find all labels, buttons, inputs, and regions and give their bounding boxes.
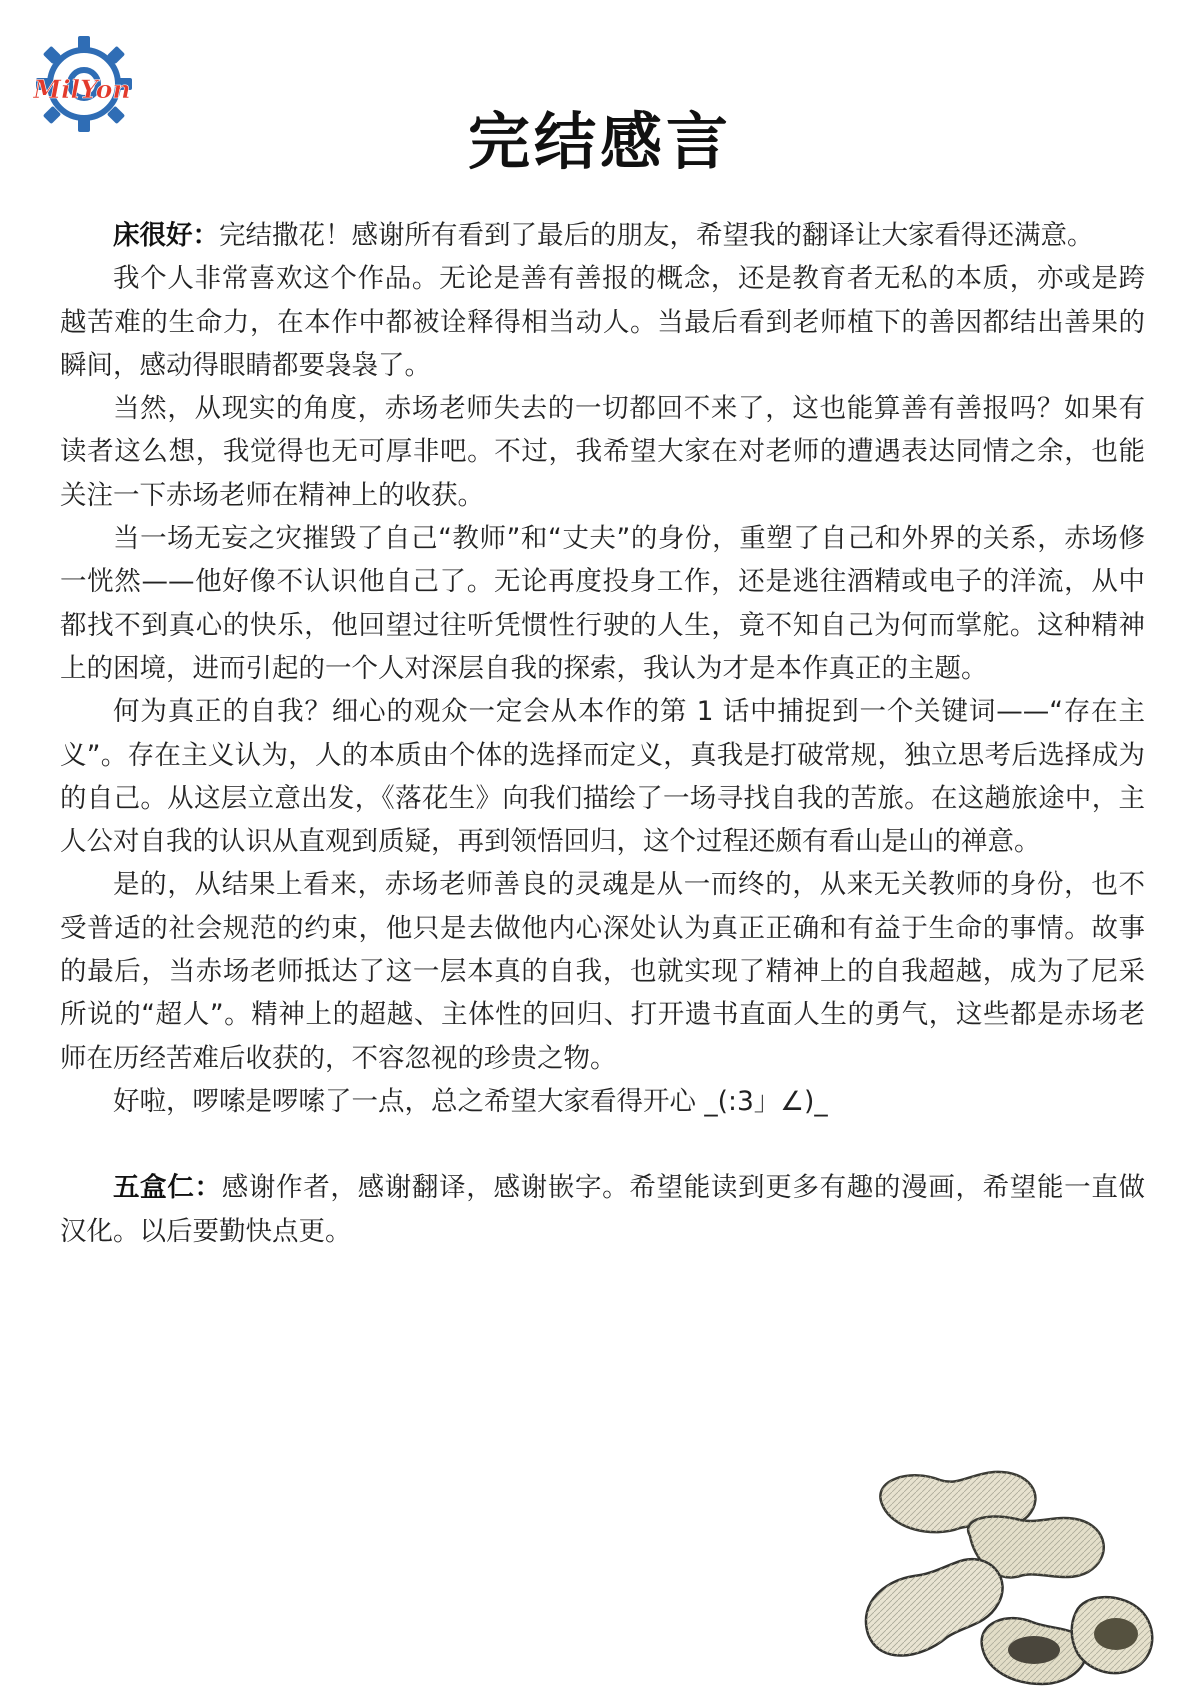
logo-text: MilYon (33, 75, 131, 104)
speaker-name: 五盒仁： (113, 1172, 222, 1204)
paragraph: 是的，从结果上看来，赤场老师善良的灵魂是从一而终的，从来无关教师的身份，也不受普适的社会规范的约束，他只是去做他内心深处认为真正正确和有益于生命的事情。故事的最后，当赤场老师抵达了这一层本真的自我，也就实现了精神上的自我超越，成为了尼采所说的“超人”。精神上的超越、主体性的回归、打开遗书直面人生的勇气，这些都是赤场老师在历经苦难后收获的，不容忽视的珍贵之物。 (60, 869, 1145, 1074)
peanut-shell (1072, 1597, 1153, 1673)
paragraph: 床很好：完结撒花！感谢所有看到了最后的朋友，希望我的翻译让大家看得还满意。 (113, 220, 1094, 251)
section-spacer (60, 1123, 1145, 1166)
page-title: 完结感言 (467, 105, 732, 178)
paragraph: 何为真正的自我？细心的观众一定会从本作的第 1 话中捕捉到一个关键词——“存在主义”。存在主义认为，人的本质由个体的选择而定义，真我是打破常规，独立思考后选择成为的自己。从这层立意出发，《落花生》向我们描绘了一场寻找自我的苦旅。在这趟旅途中，主人公对自我的认识从直观到质疑，再到领悟回归，这个过程还颇有看山是山的禅意。 (60, 696, 1145, 858)
paragraph: 好啦，啰嗦是啰嗦了一点，总之希望大家看得开心 _(:3」∠)_ (113, 1085, 828, 1117)
peanuts-illustration (862, 1462, 1162, 1687)
paragraph: 我个人非常喜欢这个作品。无论是善有善报的概念，还是教育者无私的本质，亦或是跨越苦难的生命力，在本作中都被诠释得相当动人。当最后看到老师植下的善因都结出善果的瞬间，感动得眼睛都要袅袅了。 (60, 263, 1145, 381)
paragraph: 当一场无妄之灾摧毁了自己“教师”和“丈夫”的身份，重塑了自己和外界的关系，赤场修一恍然——他好像不认识他自己了。无论再度投身工作，还是逃往酒精或电子的洋流，从中都找不到真心的快乐，他回望过往听凭惯性行驶的人生，竟不知自己为何而掌舵。这种精神上的困境，进而引起的一个人对深层自我的探索，我认为才是本作真正的主题。 (60, 523, 1145, 684)
afterword-body (60, 214, 1145, 1253)
speaker-name: 床很好： (113, 220, 219, 251)
paragraph: 当然，从现实的角度，赤场老师失去的一切都回不来了，这也能算善有善报吗？如果有读者这么想，我觉得也无可厚非吧。不过，我希望大家在对老师的遭遇表达同情之余，也能关注一下赤场老师在精神上的收获。 (60, 393, 1145, 511)
paragraph: 五盒仁：感谢作者，感谢翻译，感谢嵌字。希望能读到更多有趣的漫画，希望能一直做汉化。以后要勤快点更。 (60, 1172, 1145, 1247)
